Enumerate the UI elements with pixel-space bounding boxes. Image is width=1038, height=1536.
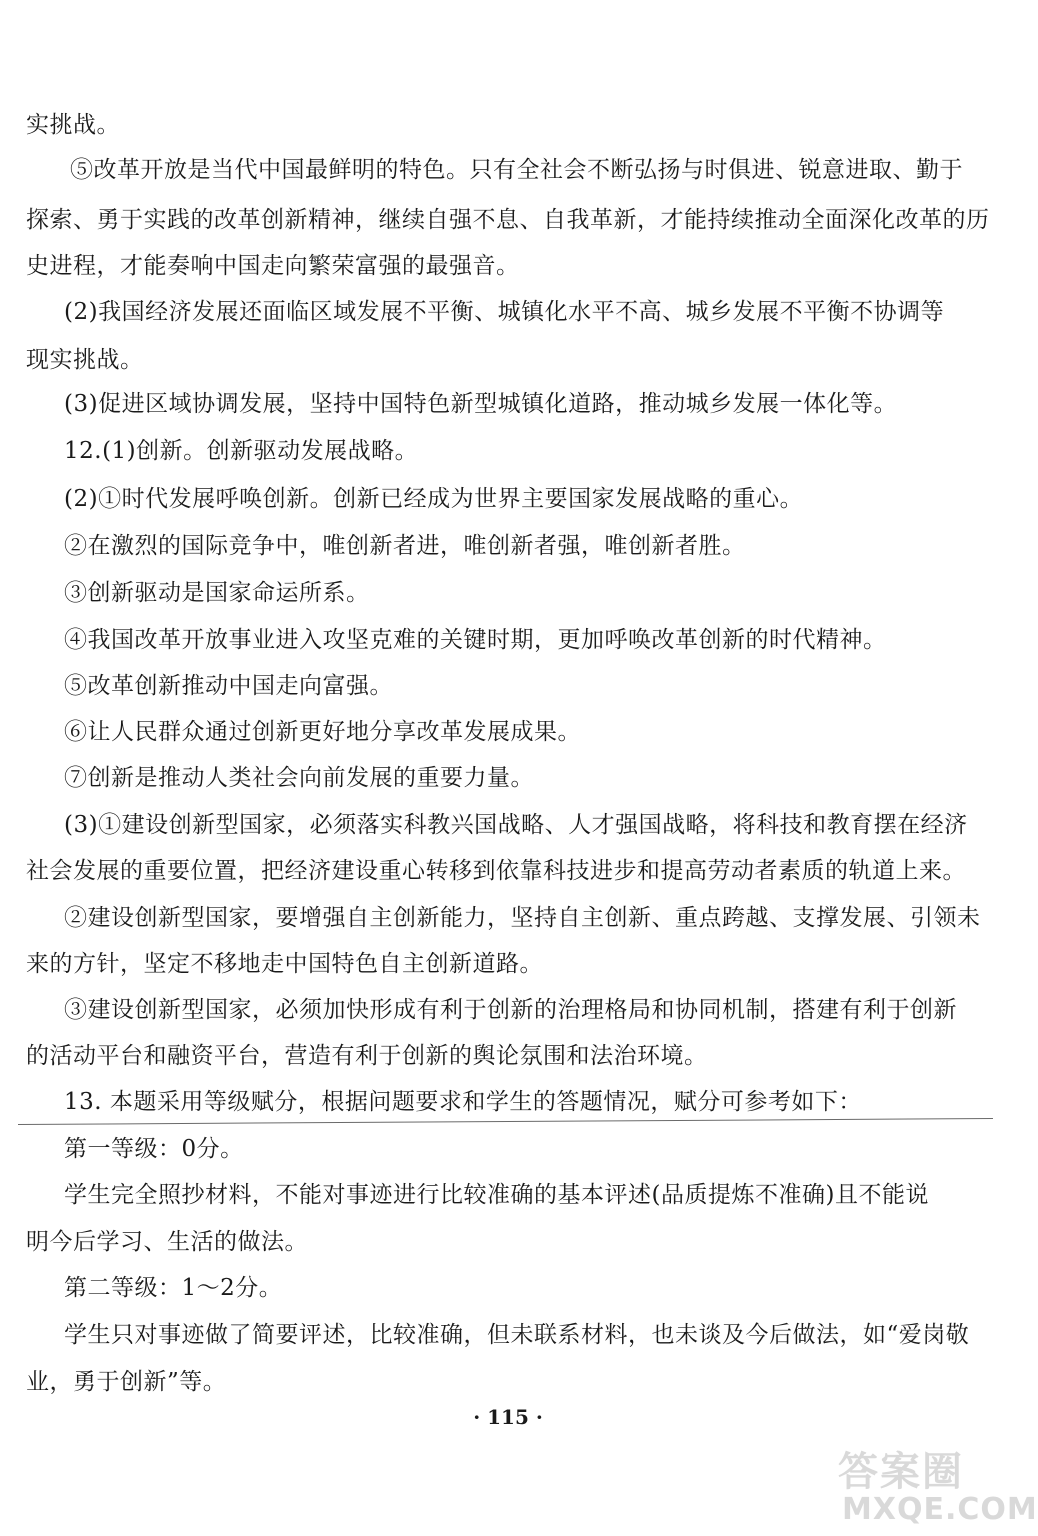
- text-line: (3)①建设创新型国家，必须落实科教兴国战略、人才强国战略，将科技和教育摆在经济: [64, 812, 968, 838]
- text-line: 第二等级：1～2分。: [64, 1275, 283, 1301]
- text-line: 史进程，才能奏响中国走向繁荣富强的最强音。: [26, 253, 520, 279]
- divider-rule: [18, 1118, 993, 1125]
- text-line: 现实挑战。: [26, 347, 144, 373]
- text-line: ⑤改革开放是当代中国最鲜明的特色。只有全社会不断弘扬与时俱进、锐意进取、勤于: [70, 157, 963, 183]
- text-line: ④我国改革开放事业进入攻坚克难的关键时期，更加呼唤改革创新的时代精神。: [64, 627, 887, 653]
- text-line: (2)我国经济发展还面临区域发展不平衡、城镇化水平不高、城乡发展不平衡不协调等: [64, 299, 945, 325]
- text-line: (3)促进区域协调发展，坚持中国特色新型城镇化道路，推动城乡发展一体化等。: [64, 391, 898, 417]
- text-line: 第一等级：0分。: [64, 1136, 244, 1162]
- text-line: 13. 本题采用等级赋分，根据问题要求和学生的答题情况，赋分可参考如下：: [64, 1089, 862, 1115]
- text-line: 社会发展的重要位置，把经济建设重心转移到依靠科技进步和提高劳动者素质的轨道上来。: [26, 858, 966, 884]
- watermark-bottom-text: MXQE.COM: [842, 1492, 1038, 1527]
- text-line: 学生只对事迹做了简要评述，比较准确，但未联系材料，也未谈及今后做法，如“爱岗敬: [64, 1322, 970, 1348]
- text-line: ⑥让人民群众通过创新更好地分享改革发展成果。: [64, 719, 581, 745]
- text-line: ②在激烈的国际竞争中，唯创新者进，唯创新者强，唯创新者胜。: [64, 533, 746, 559]
- text-line: 实挑战。: [26, 112, 120, 138]
- text-line: ③建设创新型国家，必须加快形成有利于创新的治理格局和协同机制，搭建有利于创新: [64, 997, 957, 1023]
- text-line: (2)①时代发展呼唤创新。创新已经成为世界主要国家发展战略的重心。: [64, 486, 804, 512]
- watermark-logo: [838, 1440, 1038, 1532]
- text-line: ③创新驱动是国家命运所系。: [64, 580, 370, 606]
- text-line: 明今后学习、生活的做法。: [26, 1229, 308, 1255]
- page-number: · 115 ·: [473, 1405, 543, 1429]
- text-line: ⑦创新是推动人类社会向前发展的重要力量。: [64, 765, 534, 791]
- text-line: 探索、勇于实践的改革创新精神，继续自强不息、自我革新，才能持续推动全面深化改革的历: [26, 207, 990, 233]
- text-line: 来的方针，坚定不移地走中国特色自主创新道路。: [26, 951, 543, 977]
- text-line: 的活动平台和融资平台，营造有利于创新的舆论氛围和法治环境。: [26, 1043, 708, 1069]
- text-line: ②建设创新型国家，要增强自主创新能力，坚持自主创新、重点跨越、支撑发展、引领未: [64, 905, 981, 931]
- text-line: 12.(1)创新。创新驱动发展战略。: [64, 438, 419, 464]
- text-line: ⑤改革创新推动中国走向富强。: [64, 673, 393, 699]
- watermark-top-text: 答案圈: [838, 1449, 964, 1495]
- text-line: 学生完全照抄材料，不能对事迹进行比较准确的基本评述(品质提炼不准确)且不能说: [64, 1182, 929, 1208]
- text-line: 业，勇于创新”等。: [26, 1369, 227, 1395]
